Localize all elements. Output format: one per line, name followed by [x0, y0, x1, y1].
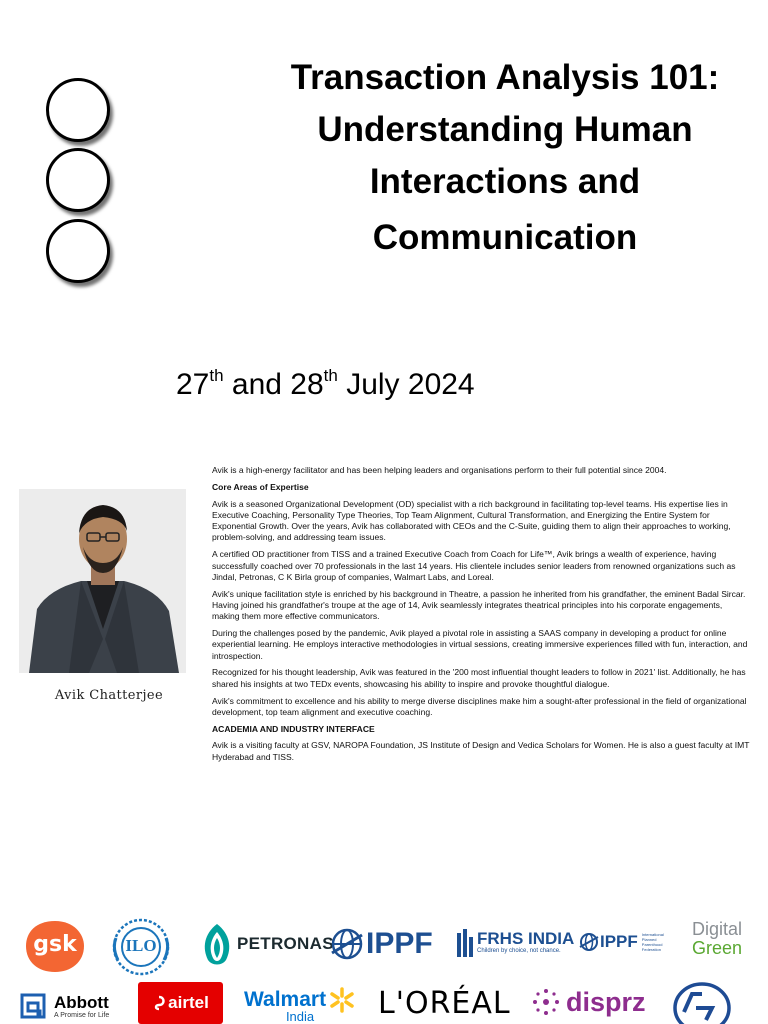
digital-green-logo-text-1: Digital [692, 919, 743, 939]
speaker-photo [19, 489, 186, 673]
ippf-logo [330, 924, 433, 964]
bio-paragraph-6: Avik's commitment to excellence and his ability to merge diverse disciplines make him a sought-after professional in the field of organizational development, top team alignment and executive coaching. [212, 695, 747, 717]
event-date [176, 368, 475, 402]
walmart-logo-subtext: India [285, 1009, 315, 1024]
speaker-bio [212, 465, 752, 769]
speaker-name: Avik Chatterjee [54, 688, 164, 703]
loreal-logo-text: L'ORÉAL [378, 985, 511, 1021]
ippf-secondary-logo [579, 928, 672, 956]
abbott-logo-tagline: A Promise for Life [54, 1011, 110, 1019]
decorative-circle-1 [46, 78, 110, 142]
bio-paragraph-7: Avik is a visiting faculty at GSV, NAROPA Foundation, JS Institute of Design and Vedica Scholars for Women. He is also a guest faculty at IMT Hyderabad and TISS. [212, 740, 750, 762]
lt-emblem-icon [672, 980, 732, 1024]
digital-green-logo-text-2: Green [692, 938, 743, 958]
date-suffix-1: th [209, 366, 224, 385]
airtel-swirl-icon [152, 995, 166, 1011]
frhs-india-logo [456, 924, 574, 960]
frhs-logo-tagline: Children by choice, not chance. [477, 948, 561, 954]
walmart-logo-text: Walmart [244, 988, 327, 1011]
digital-green-logo [692, 920, 742, 962]
ippf-logo-text: IPPF [366, 927, 433, 960]
date-connector: and [223, 368, 291, 401]
title-line-4: Communication [372, 218, 638, 257]
date-month-year: July 2024 [337, 368, 475, 401]
ippf-secondary-logo-text: IPPF [600, 932, 638, 951]
family-icon [456, 927, 474, 957]
speaker-portrait-illustration [19, 489, 186, 673]
academia-heading: ACADEMIA AND INDUSTRY INTERFACE [212, 723, 375, 734]
date-suffix-2: th [323, 366, 338, 385]
disprz-logo-text: disprz [566, 986, 646, 1017]
page-title [245, 52, 765, 264]
date-day-1: 27 [176, 368, 210, 401]
frhs-logo-text: FRHS INDIA [477, 929, 575, 948]
disprz-logo [530, 982, 646, 1022]
title-line-1: Transaction Analysis 101: [290, 58, 720, 97]
airtel-logo-text: airtel [168, 993, 209, 1012]
globe-icon [579, 932, 599, 952]
globe-icon [330, 927, 364, 961]
title-line-3: Interactions and [369, 162, 641, 201]
ippf-secondary-logo-tagline: International Planned Parenthood Federation [641, 932, 664, 952]
bio-paragraph-2: A certified OD practitioner from TISS and a trained Executive Coach from Coach for Life™, Avik brings a wealth of experience, having successfully coached over 70 professionals in the last 14 years. His clientele includes senior leaders from renowned organizations such as Jindal, Petronas, C K Birla group of companies, Walmart Labs, and Loreal. [212, 549, 736, 582]
gsk-logo [24, 918, 86, 974]
airtel-logo [138, 982, 223, 1024]
abbott-logo [18, 988, 109, 1024]
bio-paragraph-1: Avik is a seasoned Organizational Development (OD) specialist with a rich background in facilitating top-level teams. His expertise lies in Executive Coaching, Personality Type Theories, Top Team Alignment, Cultural Transformation, and Energizing the Entire System for Exponential Growth. Over the years, Avik has collaborated with CEOs and the C-Suite, guiding them to align their approaches to working, problem-solving, and addressing team issues. [212, 498, 731, 543]
walmart-india-logo [244, 986, 356, 1024]
petronas-emblem-icon [200, 922, 234, 966]
bio-paragraph-4: During the challenges posed by the pandemic, Avik played a pivotal role in assisting a SAAS company in developing a product for online experiential learning. He employs interactive methodologies in virtual sessions, creating immersive experiences filled with fun, interaction, and introspection. [212, 628, 748, 661]
bio-paragraph-5: Recognized for his thought leadership, Avik was featured in the '200 most influential thought leaders to follow in 2021' list. Additionally, he has shared his insights at two TEDx events, showcasing his ability to inspire and provoke thoughtful dialogue. [212, 667, 746, 689]
petronas-logo [200, 922, 334, 966]
date-day-2: 28 [290, 368, 324, 401]
bio-paragraph-3: Avik's unique facilitation style is enriched by his background in Theatre, a passion he inherited from his grandfather, the eminent Badal Sircar. Having joined his grandfather's troupe at the age of 14, Avik seamlessly integrates theatrical principles into his corporate engagements, making them more effective communicators. [212, 588, 746, 622]
loreal-logo [378, 983, 511, 1023]
decorative-circle-3 [46, 219, 110, 283]
abbott-logo-text: Abbott [54, 992, 109, 1012]
ilo-logo-text: ILO [125, 936, 157, 955]
ilo-logo [108, 918, 174, 976]
petronas-logo-text: PETRONAS [237, 934, 334, 953]
abbott-emblem-icon [18, 991, 48, 1021]
decorative-circle-2 [46, 148, 110, 212]
gsk-logo-text: gsk [33, 932, 77, 957]
lt-logo [672, 980, 732, 1024]
bio-intro: Avik is a high-energy facilitator and has been helping leaders and organisations perform to their full potential since 2004. [212, 465, 667, 475]
disprz-dots-icon [530, 986, 562, 1018]
core-areas-heading: Core Areas of Expertise [212, 481, 309, 492]
title-line-2: Understanding Human [317, 110, 693, 149]
walmart-spark-icon [328, 986, 356, 1014]
